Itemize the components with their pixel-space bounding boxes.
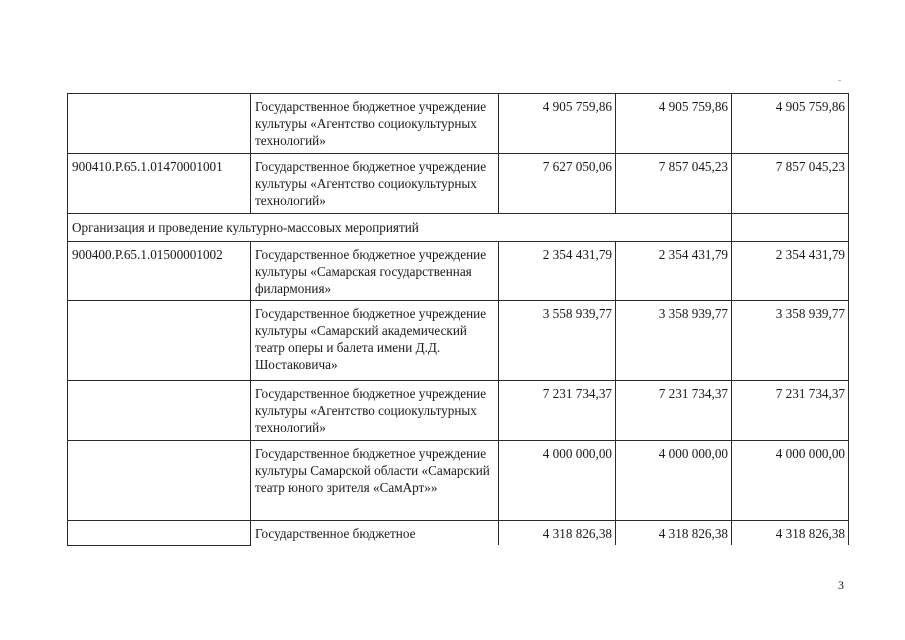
amount-cell-3: 4 905 759,86: [732, 94, 849, 154]
amount-cell-1: 4 905 759,86: [499, 94, 616, 154]
table-row: [68, 441, 849, 521]
table-row: [68, 381, 849, 441]
empty-cell: [732, 214, 849, 242]
table-row: [68, 154, 849, 214]
section-row: [68, 214, 849, 242]
table-row: [68, 94, 849, 154]
page-number: 3: [838, 578, 844, 592]
amount-cell-3: 7 231 734,37: [732, 381, 849, 441]
institution-name-cell: Государственное бюджетное учреждение культуры «Самарская государственная филармония»: [251, 242, 499, 301]
amount-cell-1: 7 231 734,37: [499, 381, 616, 441]
amount-cell-2: 4 905 759,86: [616, 94, 732, 154]
amount-cell-2: 4 318 826,38: [616, 521, 732, 546]
scan-artifact: [838, 80, 841, 81]
institution-name-cell: Государственное бюджетное учреждение культуры «Агентство социокультурных технологий»: [251, 381, 499, 441]
amount-cell-1: 4 318 826,38: [499, 521, 616, 546]
amount-cell-2: 7 857 045,23: [616, 154, 732, 214]
institution-name-cell: Государственное бюджетное учреждение культуры Самарской области «Самарский театр юного зрителя «СамАрт»»: [251, 441, 499, 521]
table-row: [68, 242, 849, 301]
code-cell: 900400.Р.65.1.01500001002: [68, 242, 251, 301]
amount-cell-3: 2 354 431,79: [732, 242, 849, 301]
amount-cell-2: 4 000 000,00: [616, 441, 732, 521]
code-cell-continued: [68, 301, 251, 381]
institution-name-cell: Государственное бюджетное учреждение культуры «Агентство социокультурных технологий»: [251, 94, 499, 154]
code-cell-continued: [68, 381, 251, 441]
institution-name-cell: Государственное бюджетное учреждение культуры «Самарский академический театр оперы и балета имени Д.Д. Шостаковича»: [251, 301, 499, 381]
code-cell-continued: [68, 441, 251, 521]
table-row: [68, 521, 849, 546]
code-cell: [68, 94, 251, 154]
amount-cell-2: 2 354 431,79: [616, 242, 732, 301]
amount-cell-3: 4 318 826,38: [732, 521, 849, 546]
code-cell: 900410.Р.65.1.01470001001: [68, 154, 251, 214]
amount-cell-1: 4 000 000,00: [499, 441, 616, 521]
amount-cell-2: 3 358 939,77: [616, 301, 732, 381]
amount-cell-3: 4 000 000,00: [732, 441, 849, 521]
section-title: Организация и проведение культурно-массовых мероприятий: [68, 214, 616, 242]
amount-cell-1: 3 558 939,77: [499, 301, 616, 381]
institution-name-cell: Государственное бюджетное учреждение культуры «Агентство социокультурных технологий»: [251, 154, 499, 214]
amount-cell-1: 7 627 050,06: [499, 154, 616, 214]
amount-cell-2: 7 231 734,37: [616, 381, 732, 441]
budget-table: [67, 93, 849, 546]
amount-cell-3: 3 358 939,77: [732, 301, 849, 381]
institution-name-cell: Государственное бюджетное: [251, 521, 499, 546]
amount-cell-3: 7 857 045,23: [732, 154, 849, 214]
table-row: [68, 301, 849, 381]
code-cell-continued: [68, 521, 251, 546]
empty-cell: [616, 214, 732, 242]
amount-cell-1: 2 354 431,79: [499, 242, 616, 301]
